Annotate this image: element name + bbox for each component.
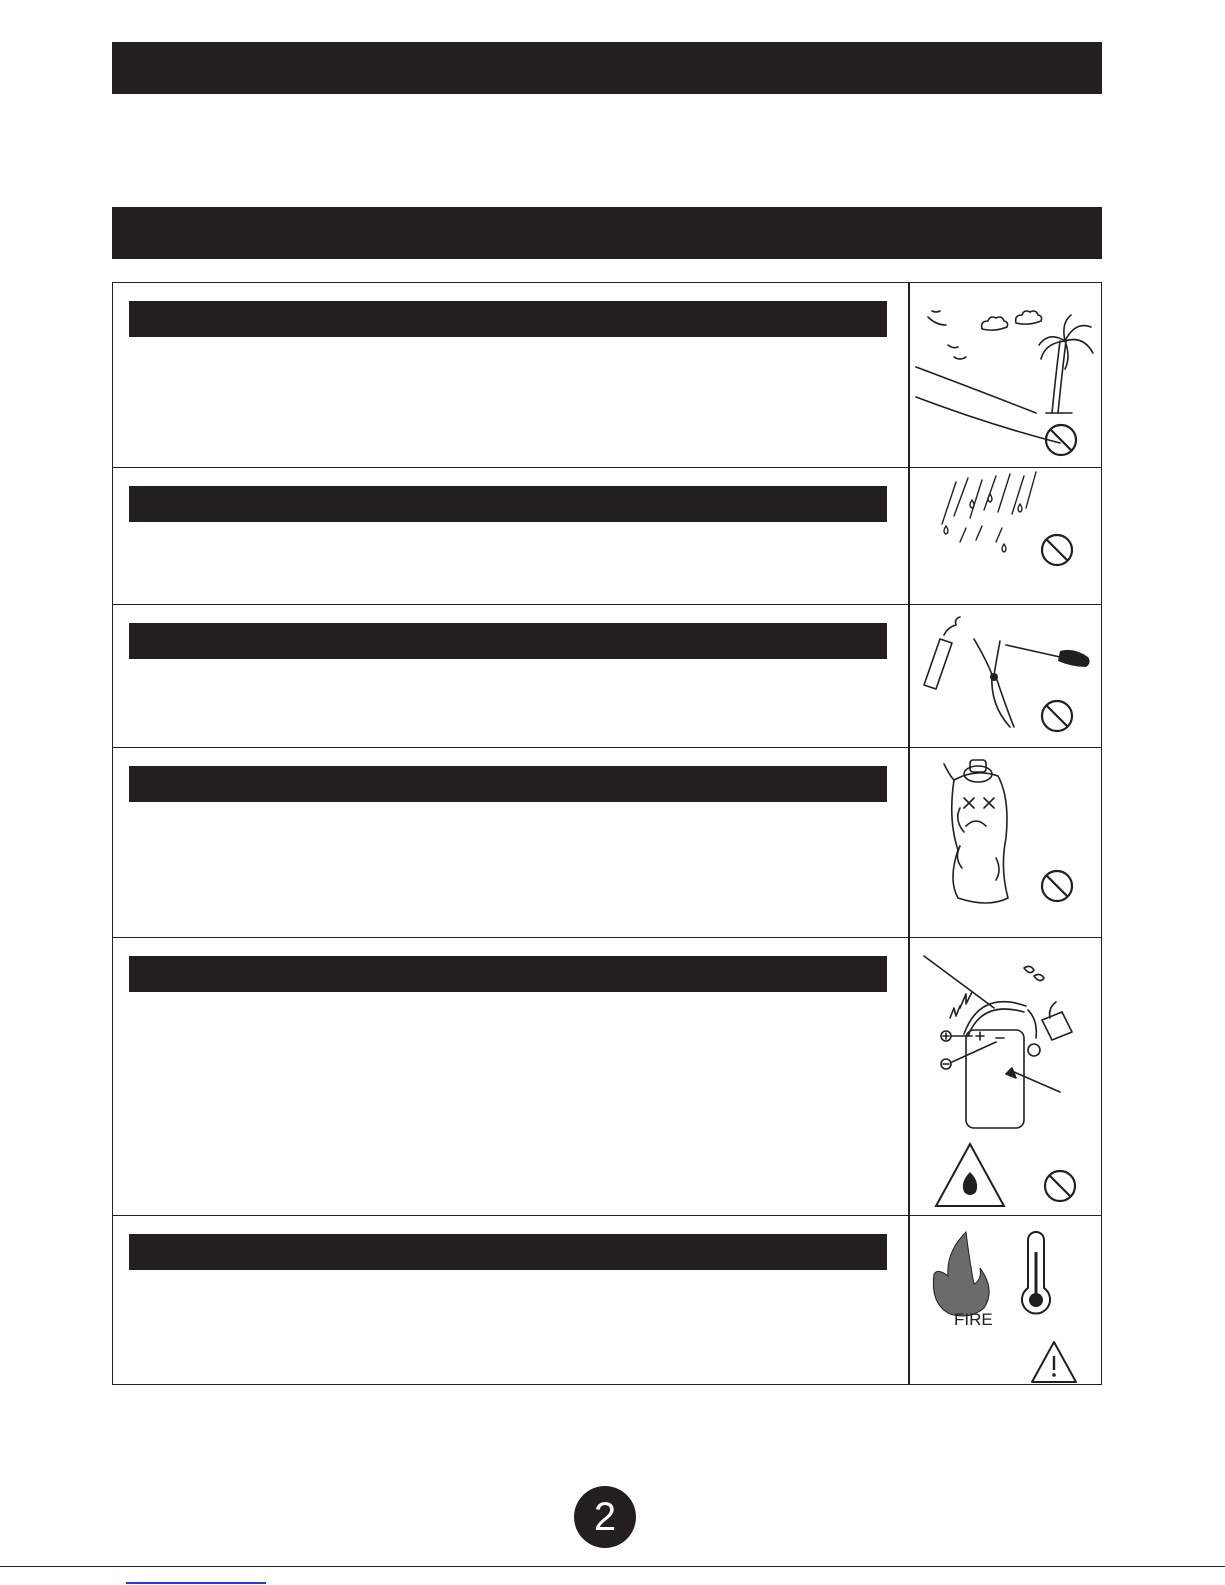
- warning-heading-bar: [129, 301, 887, 337]
- section-header-bar: [112, 207, 1102, 259]
- warning-heading-bar: [129, 623, 887, 659]
- tools-disassemble-no-icon: [910, 605, 1101, 747]
- warning-row: [113, 283, 1101, 468]
- warning-heading-bar: [129, 1234, 887, 1270]
- warning-row: [113, 468, 1101, 605]
- warning-row: [113, 605, 1101, 748]
- deformed-battery-no-icon: [910, 748, 1101, 937]
- fire-label: FIRE: [954, 1310, 993, 1329]
- warning-table: [112, 282, 1102, 1385]
- warning-heading-bar: [129, 766, 887, 802]
- page-header-bar: [112, 42, 1102, 94]
- rain-no-icon: [910, 468, 1101, 604]
- warning-row: [113, 938, 1101, 1216]
- battery-short-circuit-no-icon: [910, 938, 1101, 1215]
- bottom-rule: [0, 1566, 1225, 1567]
- warning-heading-bar: [129, 956, 887, 992]
- page-number-badge: [574, 1486, 636, 1548]
- fire-heat-warning-icon: [910, 1216, 1101, 1386]
- beach-sun-no-icon: [910, 283, 1101, 467]
- warning-row: [113, 748, 1101, 938]
- footer-link-underline: [126, 1582, 266, 1584]
- warning-heading-bar: [129, 486, 887, 522]
- page-number: 2: [593, 1495, 617, 1539]
- warning-row: [113, 1216, 1101, 1386]
